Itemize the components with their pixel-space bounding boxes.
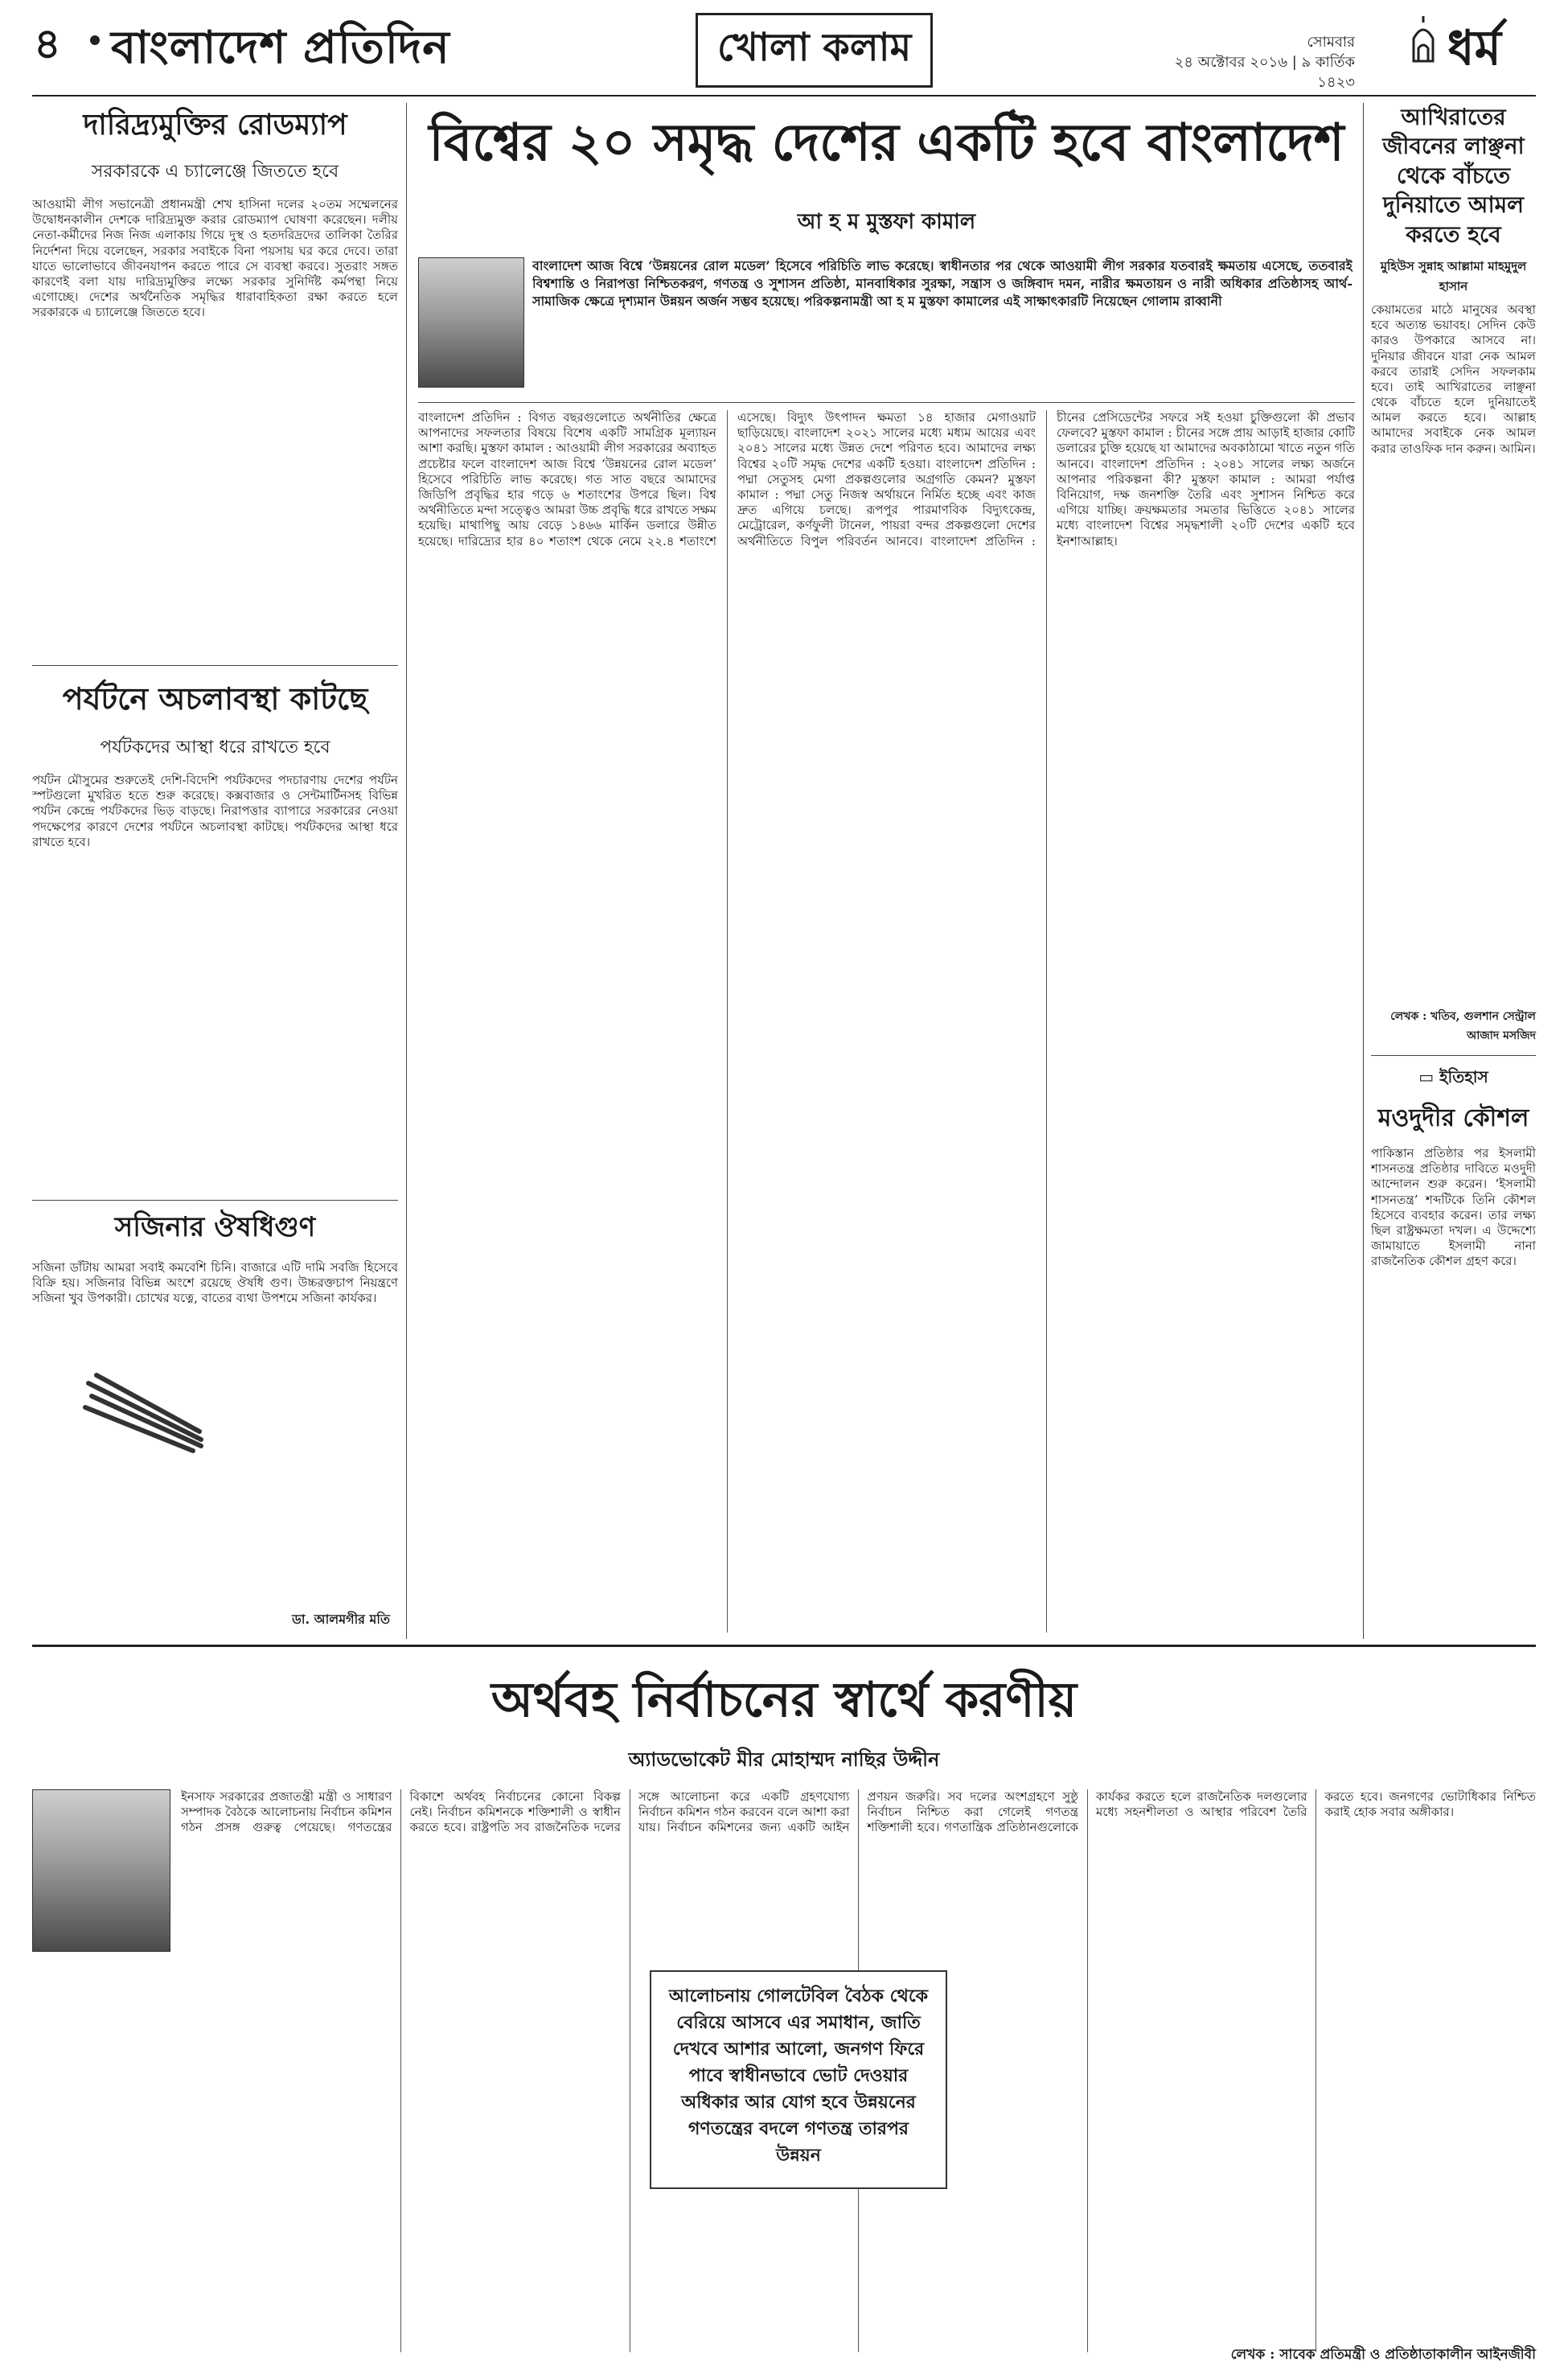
article2-title: পর্যটনে অচলাবস্থা কাটছে [62,680,368,717]
article3-body: সজিনা ডাঁটায় আমরা সবাই কমবেশি চিনি। বাজারে এটি দামি সবজি হিসেবে বিক্রি হয়। সজিনার বিভিন্ন অংশে রয়েছে ঔষধি গুণ। উচ্চরক্তচাপ নিয়ন্ত্রণে সজিনা খুব উপকারী। চোখের যত্নে, বাতের ব্যথা উপশমে সজিনা কার্যকর। [32,1260,398,1306]
divider [32,665,398,666]
date: ২৪ অক্টোবর ২০১৬ | ৯ কার্তিক ১৪২৩ [1174,54,1355,92]
history-label [1371,1066,1536,1092]
right-article2-title: মওদুদীর কৌশল [1377,1103,1529,1132]
right-section-title: ধর্ম [1447,20,1501,76]
bottom-body: ইনসাফ সরকারের প্রজাতন্ত্রী মন্ত্রী ও সাধারণ সম্পাদক বৈঠকে আলোচনায় নির্বাচন কমিশন গঠন প্রসঙ্গ গুরুত্ব পেয়েছে। গণতন্ত্রের বিকাশে অর্থবহ নির্বাচনের কোনো বিকল্প নেই। নির্বাচন কমিশনকে শক্তিশালী ও স্বাধীন করতে হবে। রাষ্ট্রপতি সব রাজনৈতিক দলের সঙ্গে আলোচনা করে একটি গ্রহণযোগ্য নির্বাচন কমিশন গঠন করবেন বলে আশা করা যায়। নির্বাচন কমিশনের জন্য একটি আইন প্রণয়ন জরুরি। সব দলের অংশগ্রহণে সুষ্ঠু নির্বাচন নিশ্চিত করা গেলেই গণতন্ত্র শক্তিশালী হবে। গণতান্ত্রিক প্রতিষ্ঠানগুলোকে কার্যকর করতে হলে রাজনৈতিক দলগুলোর মধ্যে সহনশীলতা ও আস্থার পরিবেশ তৈরি করতে হবে। জনগণের ভোটাধিকার নিশ্চিত করাই হোক সবার অঙ্গীকার। [181,1789,1536,1835]
newspaper-name: বাংলাদেশ প্রতিদিন [111,21,450,74]
lead-body: বাংলাদেশ প্রতিদিন : বিগত বছরগুলোতে অর্থনীতির ক্ষেত্রে আপনাদের সফলতার বিষয়ে বিশেষ একটি সামগ্রিক মূল্যায়ন আশা করছি। মুস্তফা কামাল : আওয়ামী লীগ সরকারের অব্যাহত প্রচেষ্টার ফলে বাংলাদেশ আজ বিশ্বে ‘উন্নয়নের রোল মডেল’ হিসেবে পরিচিতি লাভ করেছে। গত সাত বছরে আমাদের জিডিপি প্রবৃদ্ধির হার গড়ে ৬ শতাংশের উপরে ছিল। বিশ্ব অর্থনীতিতে মন্দা সত্ত্বেও আমরা উচ্চ প্রবৃদ্ধি ধরে রাখতে সক্ষম হয়েছি। মাথাপিছু আয় বেড়ে ১৪৬৬ মার্কিন ডলারে উন্নীত হয়েছে। দারিদ্র্যের হার ৪০ শতাংশ থেকে নেমে ২২.৪ শতাংশে এসেছে। বিদ্যুৎ উৎপাদন ক্ষমতা ১৪ হাজার মেগাওয়াট ছাড়িয়েছে। বাংলাদেশ ২০২১ সালের মধ্যে মধ্যম আয়ের এবং ২০৪১ সালের মধ্যে উন্নত দেশে পরিণত হবে। আমাদের লক্ষ্য বিশ্বের ২০টি সমৃদ্ধ দেশের একটি হওয়া। বাংলাদেশ প্রতিদিন : পদ্মা সেতুসহ মেগা প্রকল্পগুলোর অগ্রগতি কেমন? মুস্তফা কামাল : পদ্মা সেতু নিজস্ব অর্থায়নে নির্মিত হচ্ছে এবং কাজ দ্রুত এগিয়ে চলছে। রূপপুর পারমাণবিক বিদ্যুৎকেন্দ্র, মেট্রোরেল, কর্ণফুলী টানেল, পায়রা বন্দর প্রকল্পগুলো দেশের অর্থনীতিতে বিপুল পরিবর্তন আনবে। বাংলাদেশ প্রতিদিন : চীনের প্রেসিডেন্টের সফরে সই হওয়া চুক্তিগুলো কী প্রভাব ফেলবে? মুস্তফা কামাল : চীনের সঙ্গে প্রায় আড়াই হাজার কোটি ডলারের চুক্তি হয়েছে যা আমাদের অবকাঠামো খাতে নতুন গতি আনবে। বাংলাদেশ প্রতিদিন : ২০৪১ সালের লক্ষ্য অর্জনে আপনার পরিকল্পনা কী? মুস্তফা কামাল : আমরা পর্যাপ্ত বিনিয়োগ, দক্ষ জনশক্তি তৈরি এবং সুশাসন নিশ্চিত করে এগিয়ে যাচ্ছি। ক্রয়ক্ষমতার সমতার ভিত্তিতে ২০৪১ সালের মধ্যে বাংলাদেশ বিশ্বের সমৃদ্ধশালী ২০টি দেশের একটি হবে ইনশাআল্লাহ। [418,410,1355,548]
bottom-note: লেখক : সাবেক প্রতিমন্ত্রী ও প্রতিষ্ঠাতাকালীন আইনজীবী [1230,2347,1536,2363]
right-article1-author: মুহিউস সুন্নাহ আল্লামা মাহমুদুল হাসান [1380,258,1527,294]
right-article2-body: পাকিস্তান প্রতিষ্ঠার পর ইসলামী শাসনতন্ত্র প্রতিষ্ঠার দাবিতে মওদুদী আন্দোলন শুরু করেন। ‘ইসলামী শাসনতন্ত্র’ শব্দটিকে তিনি কৌশল হিসেবে ব্যবহার করেন। তার লক্ষ্য ছিল রাষ্ট্রক্ষমতা দখল। এ উদ্দেশ্যে জামায়াতে ইসলামী নানা রাজনৈতিক কৌশল গ্রহণ করে। [1371,1145,1536,1269]
pullquote-text: আলোচনায় গোলটেবিল বৈঠক থেকে বেরিয়ে আসবে এর সমাধান, জাতি দেখবে আশার আলো, জনগণ ফিরে পাবে স্বাধীনভাবে ভোট দেওয়ার অধিকার আর যোগ হবে উন্নয়নের গণতন্ত্রের বদলে গণতন্ত্র তারপর উন্নয়ন [668,1986,929,2166]
history-label-text: ইতিহাস [1439,1066,1488,1086]
right-column [1371,103,1536,1639]
article1-body: আওয়ামী লীগ সভানেত্রী প্রধানমন্ত্রী শেখ হাসিনা দলের ২০তম সম্মেলনের উদ্বোধনকালীন দেশকে দারিদ্র্যমুক্ত করার রোডম্যাপ ঘোষণা করেছেন। দলীয় নেতা-কর্মীদের নিজ নিজ এলাকায় গিয়ে দুস্থ ও হতদরিদ্রদের তালিকা তৈরির নির্দেশনা দিয়ে বলেছেন, সরকার সবাইকে বিনা পয়সায় ঘর করে দেবে। তারা যাতে ভালোভাবে জীবনযাপন করতে পারে সে ব্যবস্থা করবে। সুতরাং সঙ্গত কারণেই বলা যায় দারিদ্র্যমুক্তির লক্ষ্যে সরকার সুনির্দিষ্ট কর্মপন্থা নিয়ে এগোচ্ছে। দেশের অর্থনৈতিক সমৃদ্ধির ধারাবাহিকতা রক্ষা করতে হলে সরকারকে এ চ্যালেঞ্জে জিততে হবে। [32,197,398,320]
bottom-section-rule [32,1645,1536,1647]
lead-headline: বিশ্বের ২০ সমৃদ্ধ দেশের একটি হবে বাংলাদেশ [429,113,1344,173]
left-divider [32,1200,398,1201]
lead-intro: বাংলাদেশ আজ বিশ্বে ‘উন্নয়নের রোল মডেল’ হিসেবে পরিচিতি লাভ করেছে। স্বাধীনতার পর থেকে আওয়ামী লীগ সরকার যতবারই ক্ষমতায় এসেছে, ততবারই বিশ্বশান্তি ও নিরাপত্তা নিশ্চিতকরণ, গণতন্ত্র ও সুশাসন প্রতিষ্ঠা, মানবাধিকার সুরক্ষা, সন্ত্রাস ও জঙ্গিবাদ দমন, নারীর ক্ষমতায়ন ও নারী অধিকার প্রতিষ্ঠাসহ আর্থ-সামাজিক ক্ষেত্রে দৃশ্যমান উন্নয়ন অর্জন সম্ভব হয়েছে। পরিকল্পনামন্ত্রী আ হ ম মুস্তফা কামালের এই সাক্ষাৎকারটি নিয়েছেন গোলাম রাব্বানী [532,258,1353,310]
bottom-author-photo [32,1789,170,1952]
article2-body: পর্যটন মৌসুমের শুরুতেই দেশি-বিদেশি পর্যটকদের পদচারণায় দেশের পর্যটন স্পটগুলো মুখরিত হতে শুরু করেছে। কক্সবাজার ও সেন্টমার্টিনসহ বিভিন্ন পর্যটন কেন্দ্রে পর্যটকদের ভিড় বাড়ছে। নিরাপত্তার ব্যাপারে সরকারের নেওয়া পদক্ষেপের কারণে দেশের পর্যটনে অচলাবস্থা কাটছে। পর্যটকদের আস্থা ধরে রাখতে হবে। [32,773,398,849]
author-photo [418,257,524,388]
article3 [32,1206,398,1641]
article3-title: সজিনার ঔষধিগুণ [114,1211,316,1243]
drumstick-illustration [80,1367,209,1456]
bottom-headline: অর্থবহ নির্বাচনের স্বার্থে করণীয় [491,1672,1077,1728]
bullet-icon [90,35,100,45]
bottom-byline: অ্যাডভোকেট মীর মোহাম্মদ নাছির উদ্দীন [628,1748,940,1771]
weekday: সোমবার [1307,34,1355,51]
pullquote-box [650,1970,947,2189]
right-article1-body: কেয়ামতের মাঠে মানুষের অবস্থা হবে অত্যন্ত ভয়াবহ। সেদিন কেউ কারও উপকারে আসবে না। দুনিয়ার জীবনে যারা নেক আমল করবে তারাই সেদিন সফলকাম হবে। তাই আখিরাতের লাঞ্ছনা থেকে বাঁচতে হলে দুনিয়াতেই আমল করতে হবে। আল্লাহ আমাদের সবাইকে নেক আমল করার তাওফিক দান করুন। আমিন। [1371,302,1536,456]
divider [1371,1055,1536,1056]
dateline [1146,32,1355,93]
book-icon: ▭ [1418,1066,1440,1086]
header-rule [32,95,1536,97]
section-title: খোলা কলাম [696,13,933,88]
article1-subtitle: সরকারকে এ চ্যালেঞ্জে জিততে হবে [91,162,339,182]
article2-subtitle: পর্যটকদের আস্থা ধরে রাখতে হবে [100,737,330,758]
page-number: ৪ [34,19,61,68]
article3-author: ডা. আলমগীর মতি [292,1612,390,1627]
left-column-rule [406,103,407,1639]
right-article1-note: লেখক : খতিব, গুলশান সেন্ট্রাল আজাদ মসজিদ [1390,1009,1536,1042]
mosque-icon [1407,14,1439,63]
right-article1-title: আখিরাতের জীবনের লাঞ্ছনা থেকে বাঁচতে দুনিয়াতে আমল করতে হবে [1382,104,1525,248]
lead-intro-rule [418,402,1355,403]
lead-byline: আ হ ম মুস্তফা কামাল [797,210,976,234]
right-column-rule [1363,103,1364,1639]
article1-title: দারিদ্র্যমুক্তির রোডম্যাপ [83,108,347,142]
